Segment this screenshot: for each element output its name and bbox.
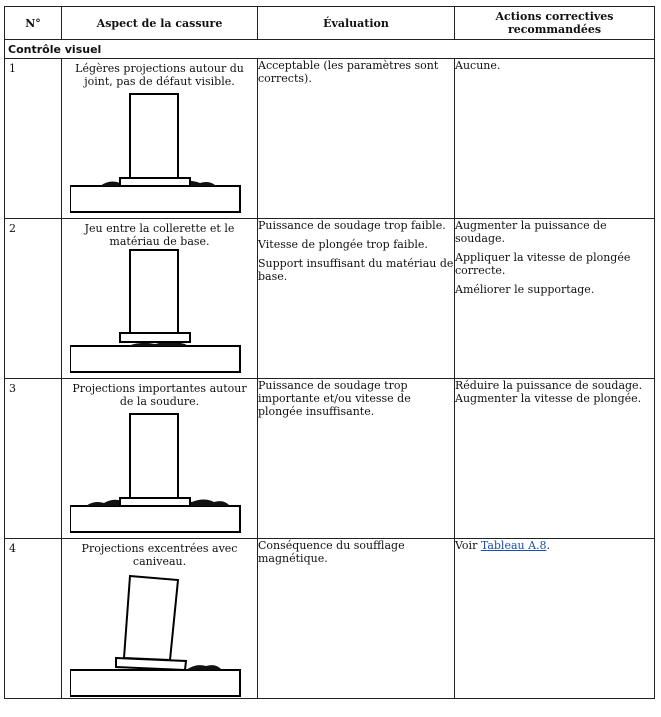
- table-row: [5, 59, 655, 219]
- header-aspect: Aspect de la cassure: [62, 7, 258, 40]
- action-text: Réduire la puissance de soudage.: [455, 379, 643, 392]
- evaluation-cell: [258, 379, 455, 539]
- action-text: Aucune.: [455, 59, 501, 72]
- evaluation-cell: [258, 539, 455, 699]
- evaluation-cell: [258, 59, 455, 219]
- action-text: Augmenter la vitesse de plongée.: [455, 392, 642, 405]
- header-evaluation: Évaluation: [258, 7, 455, 40]
- aspect-text: Projections importantes autour de la soudure.: [72, 382, 247, 408]
- actions-cell: [455, 539, 655, 699]
- evaluation-text: Vitesse de plongée trop faible.: [258, 238, 428, 251]
- aspect-cell: [62, 219, 258, 379]
- section-row: [5, 40, 655, 59]
- evaluation-text: Acceptable (les paramètres sont corrects).: [258, 59, 439, 85]
- row-number: 4: [5, 539, 62, 699]
- aspect-text: Jeu entre la collerette et le matériau de base.: [84, 222, 235, 248]
- evaluation-text: Conséquence du soufflage magnétique.: [258, 539, 405, 565]
- aspect-text: Légères projections autour du joint, pas de défaut visible.: [75, 62, 244, 88]
- header-row: [5, 7, 655, 40]
- aspect-text: Projections excentrées avec caniveau.: [81, 542, 238, 568]
- aspect-cell: [62, 539, 258, 699]
- header-num: N°: [5, 7, 62, 40]
- action-text: Augmenter la puissance de soudage.: [455, 219, 607, 245]
- actions-cell: [455, 379, 655, 539]
- stud-weld-figure-gap: [70, 248, 250, 378]
- actions-cell: [455, 219, 655, 379]
- stud-weld-figure-spatter: [70, 408, 250, 538]
- action-suffix: .: [546, 539, 551, 552]
- section-label: Contrôle visuel: [5, 40, 655, 59]
- actions-cell: [455, 59, 655, 219]
- row-number: 3: [5, 379, 62, 539]
- evaluation-text: Support insuffisant du matériau de base.: [258, 257, 454, 283]
- evaluation-text: Puissance de soudage trop importante et/ou vitesse de plongée insuffisante.: [258, 379, 411, 418]
- table-row: [5, 219, 655, 379]
- row-number: 1: [5, 59, 62, 219]
- header-actions: Actions correctives recommandées: [455, 7, 655, 40]
- stud-weld-figure-offset: [70, 568, 250, 698]
- fracture-table: [4, 6, 655, 699]
- tableau-link[interactable]: Tableau A.8: [480, 539, 547, 552]
- stud-weld-figure-normal: [70, 88, 250, 218]
- action-text: [455, 539, 654, 552]
- row-number: 2: [5, 219, 62, 379]
- action-text: Appliquer la vitesse de plongée correcte.: [455, 251, 631, 277]
- evaluation-cell: [258, 219, 455, 379]
- action-prefix: Voir: [455, 539, 481, 552]
- aspect-cell: [62, 379, 258, 539]
- table-row: [5, 379, 655, 539]
- table-row: [5, 539, 655, 699]
- evaluation-text: Puissance de soudage trop faible.: [258, 219, 446, 232]
- aspect-cell: [62, 59, 258, 219]
- action-text: Améliorer le supportage.: [455, 283, 595, 296]
